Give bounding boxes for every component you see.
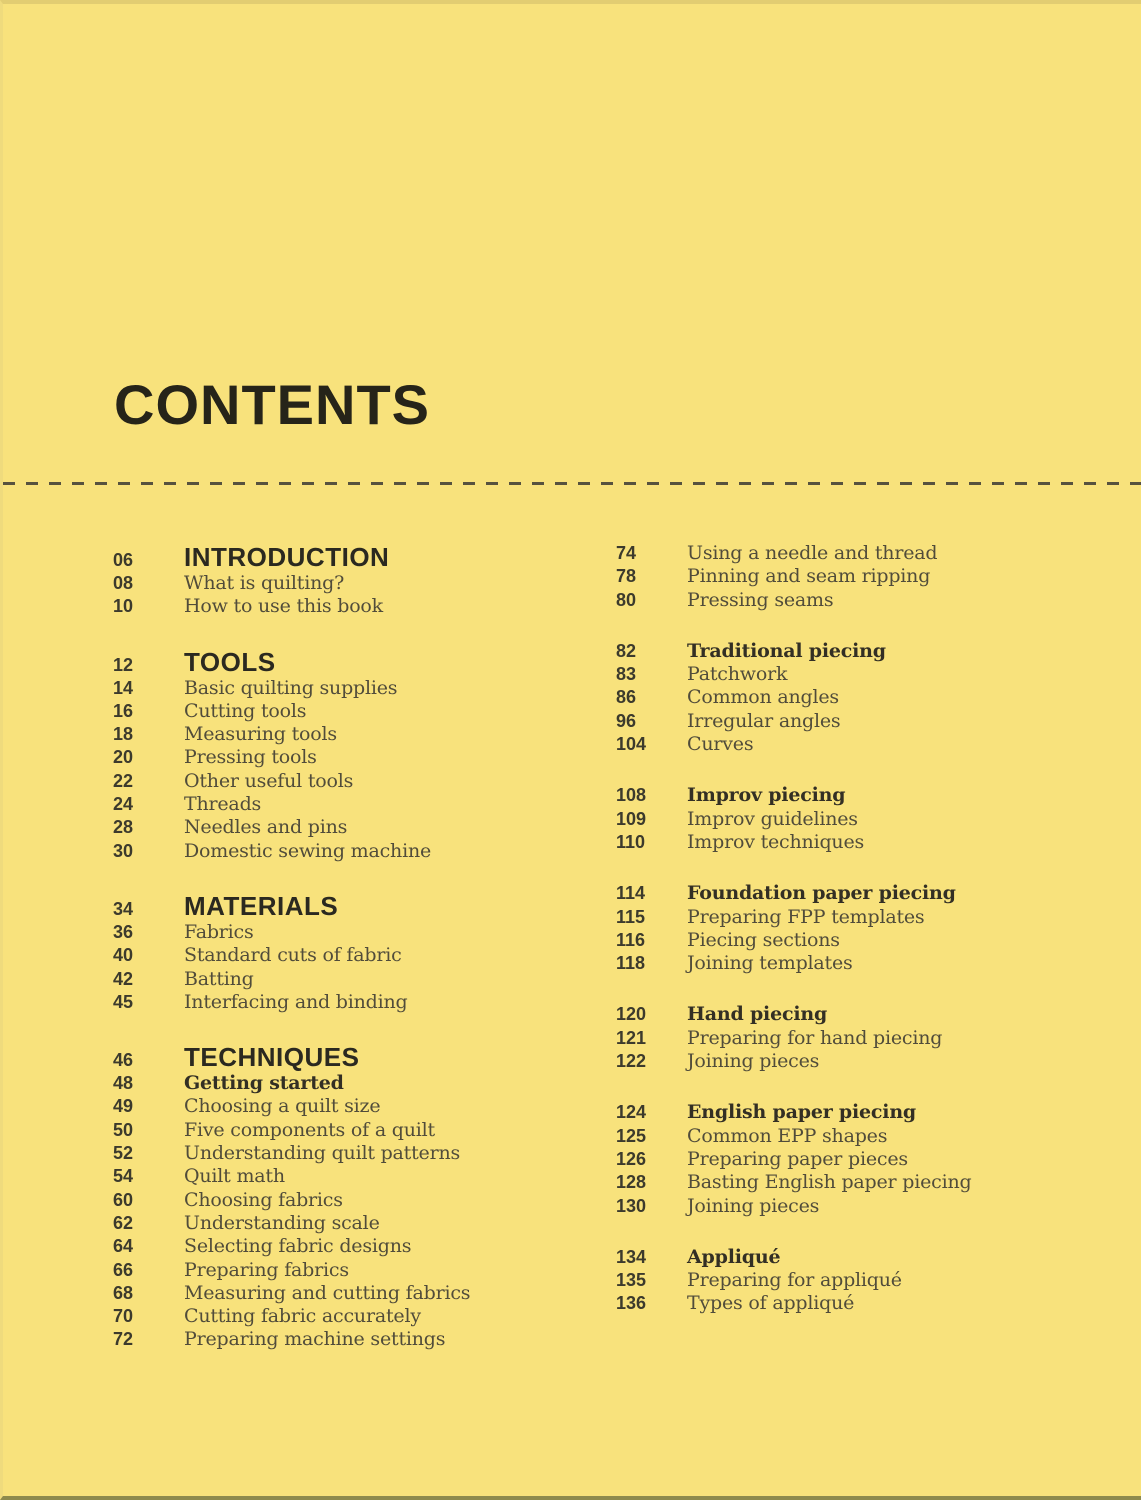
toc-entry-page-number: 64 xyxy=(113,1236,134,1257)
toc-entry xyxy=(616,542,1116,565)
toc-entry-label: Pressing tools xyxy=(184,746,317,769)
toc-entry xyxy=(113,1282,583,1305)
toc-entry-page-number: 80 xyxy=(616,589,637,610)
toc-entry xyxy=(113,793,583,816)
toc-entry-page-number: 121 xyxy=(616,1027,647,1048)
toc-entry-label: Measuring tools xyxy=(184,723,337,746)
toc-entry xyxy=(113,1165,583,1188)
toc-entry-label: Preparing machine settings xyxy=(184,1328,446,1351)
toc-entry-page-number: 24 xyxy=(113,794,134,815)
toc-entry-page-number: 14 xyxy=(113,677,134,698)
toc-entry-page-number: 110 xyxy=(616,831,646,852)
toc-entry-label: Domestic sewing machine xyxy=(184,839,432,862)
toc-entry xyxy=(113,723,583,746)
toc-entry-label: Understanding scale xyxy=(184,1211,380,1234)
toc-entry-label: Five components of a quilt xyxy=(184,1118,435,1141)
toc-entry-page-number: 96 xyxy=(616,710,637,731)
toc-entry-label: Cutting fabric accurately xyxy=(184,1305,421,1328)
toc-entry-page-number: 49 xyxy=(113,1096,134,1117)
toc-entry-label: Appliqué xyxy=(687,1245,781,1268)
toc-entry xyxy=(113,1189,583,1212)
toc-entry-page-number: 120 xyxy=(616,1004,647,1025)
toc-entry-label: Measuring and cutting fabrics xyxy=(184,1281,471,1304)
toc-entry xyxy=(616,589,1116,612)
toc-entry xyxy=(113,1328,583,1351)
toc-entry xyxy=(113,1235,583,1258)
toc-subsection-header xyxy=(113,1072,583,1095)
toc-entry-label: Preparing fabrics xyxy=(184,1258,349,1281)
toc-entry xyxy=(113,991,583,1014)
toc-entry xyxy=(616,565,1116,588)
toc-entry-label: Basic quilting supplies xyxy=(184,676,398,699)
toc-entry-label: TECHNIQUES xyxy=(184,1042,360,1073)
toc-entry-page-number: 48 xyxy=(113,1073,134,1094)
toc-entry xyxy=(616,1195,1116,1218)
toc-subsection-header xyxy=(616,1246,1116,1269)
toc-subsection-header xyxy=(616,882,1116,905)
toc-entry xyxy=(113,700,583,723)
toc-entry xyxy=(616,906,1116,929)
toc-entry xyxy=(113,944,583,967)
toc-entry-page-number: 50 xyxy=(113,1119,134,1140)
toc-entry xyxy=(113,1119,583,1142)
toc-entry-page-number: 72 xyxy=(113,1329,134,1350)
toc-entry-page-number: 52 xyxy=(113,1143,134,1164)
toc-entry xyxy=(616,1292,1116,1315)
toc-entry xyxy=(616,686,1116,709)
toc-entry-page-number: 134 xyxy=(616,1246,647,1267)
toc-entry-label: Understanding quilt patterns xyxy=(184,1142,461,1165)
toc-entry-label: Joining templates xyxy=(687,952,853,975)
page-title: CONTENTS xyxy=(114,373,430,436)
toc-entry-page-number: 18 xyxy=(113,724,134,745)
toc-entry-page-number: 54 xyxy=(113,1166,134,1187)
toc-entry-label: Interfacing and binding xyxy=(184,990,408,1013)
toc-entry-page-number: 83 xyxy=(616,664,637,685)
toc-entry-page-number: 125 xyxy=(616,1125,647,1146)
toc-group xyxy=(113,1042,583,1352)
toc-entry-page-number: 128 xyxy=(616,1172,647,1193)
toc-entry-label: Joining pieces xyxy=(687,1194,820,1217)
toc-entry-label: Curves xyxy=(687,733,754,756)
toc-section-header xyxy=(113,1042,583,1072)
toc-entry xyxy=(616,1171,1116,1194)
toc-section-header xyxy=(113,542,583,572)
toc-entry-page-number: 115 xyxy=(616,906,646,927)
toc-entry-page-number: 66 xyxy=(113,1259,134,1280)
toc-entry xyxy=(616,1148,1116,1171)
toc-entry-label: Improv techniques xyxy=(687,830,865,853)
toc-entry-page-number: 20 xyxy=(113,747,134,768)
toc-entry-label: Choosing fabrics xyxy=(184,1188,343,1211)
toc-entry-page-number: 12 xyxy=(113,654,134,675)
toc-entry-page-number: 136 xyxy=(616,1293,647,1314)
toc-entry-label: Improv piecing xyxy=(687,784,846,807)
toc-entry-label: Traditional piecing xyxy=(687,639,886,662)
toc-entry xyxy=(113,1259,583,1282)
toc-entry-page-number: 109 xyxy=(616,808,647,829)
toc-entry-label: Improv guidelines xyxy=(687,807,858,830)
toc-entry xyxy=(616,1269,1116,1292)
toc-entry-page-number: 45 xyxy=(113,991,134,1012)
toc-entry xyxy=(113,921,583,944)
toc-entry-page-number: 86 xyxy=(616,687,637,708)
toc-entry-label: Preparing for appliqué xyxy=(687,1269,902,1292)
toc-entry-label: Joining pieces xyxy=(687,1050,820,1073)
toc-entry-page-number: 118 xyxy=(616,953,646,974)
toc-entry xyxy=(616,1125,1116,1148)
toc-entry-label: INTRODUCTION xyxy=(184,542,390,572)
toc-group xyxy=(616,1101,1116,1217)
toc-entry-page-number: 74 xyxy=(616,543,637,563)
toc-entry-label: Selecting fabric designs xyxy=(184,1235,412,1258)
toc-entry-label: MATERIALS xyxy=(184,890,339,921)
toc-entry-page-number: 16 xyxy=(113,700,134,721)
toc-entry-page-number: 78 xyxy=(616,566,637,587)
toc-entry xyxy=(113,746,583,769)
toc-entry-label: Standard cuts of fabric xyxy=(184,944,402,967)
toc-entry xyxy=(113,770,583,793)
toc-entry-label: Patchwork xyxy=(687,663,788,686)
toc-group xyxy=(113,891,583,1014)
toc-entry-label: Pinning and seam ripping xyxy=(687,565,931,588)
toc-entry xyxy=(113,1305,583,1328)
dashed-divider xyxy=(3,482,1141,485)
toc-entry-label: Fabrics xyxy=(184,920,254,943)
toc-subsection-header xyxy=(616,784,1116,807)
toc-entry-page-number: 68 xyxy=(113,1282,134,1303)
toc-group xyxy=(616,542,1116,612)
toc-entry xyxy=(616,808,1116,831)
toc-entry xyxy=(113,816,583,839)
toc-entry xyxy=(113,572,583,595)
toc-entry-label: Basting English paper piecing xyxy=(687,1171,972,1194)
toc-entry-label: What is quilting? xyxy=(184,572,345,594)
toc-entry-page-number: 135 xyxy=(616,1270,647,1291)
toc-group xyxy=(616,882,1116,975)
toc-column-left xyxy=(113,542,583,1352)
toc-entry-label: TOOLS xyxy=(184,646,276,677)
toc-entry-label: Cutting tools xyxy=(184,699,307,722)
toc-entry xyxy=(113,968,583,991)
toc-entry-page-number: 42 xyxy=(113,968,134,989)
toc-entry xyxy=(616,663,1116,686)
toc-entry-label: Other useful tools xyxy=(184,769,354,792)
toc-entry-label: Preparing FPP templates xyxy=(687,905,925,928)
toc-entry-label: Foundation paper piecing xyxy=(687,882,956,905)
toc-entry-label: Irregular angles xyxy=(687,709,841,732)
toc-entry-page-number: 130 xyxy=(616,1195,647,1216)
toc-entry-label: English paper piecing xyxy=(687,1101,917,1124)
toc-entry-page-number: 62 xyxy=(113,1212,134,1233)
toc-entry-page-number: 108 xyxy=(616,785,647,806)
toc-column-right xyxy=(616,542,1116,1316)
toc-group xyxy=(113,647,583,863)
toc-subsection-header xyxy=(616,1003,1116,1026)
toc-entry xyxy=(616,710,1116,733)
toc-entry-page-number: 08 xyxy=(113,573,134,593)
toc-group xyxy=(616,784,1116,854)
toc-entry-page-number: 124 xyxy=(616,1102,647,1123)
toc-entry-label: Threads xyxy=(184,793,262,816)
toc-section-header xyxy=(113,891,583,921)
toc-entry-label: Common angles xyxy=(687,686,839,709)
toc-entry-label: Types of appliqué xyxy=(687,1292,855,1315)
toc-entry-label: Quilt math xyxy=(184,1165,285,1188)
toc-entry-page-number: 70 xyxy=(113,1306,134,1327)
toc-subsection-header xyxy=(616,640,1116,663)
toc-group xyxy=(616,1246,1116,1316)
toc-subsection-header xyxy=(616,1101,1116,1124)
toc-entry-page-number: 126 xyxy=(616,1148,647,1169)
toc-section-header xyxy=(113,647,583,677)
toc-entry-page-number: 36 xyxy=(113,921,134,942)
toc-entry-page-number: 114 xyxy=(616,883,646,904)
toc-entry-page-number: 122 xyxy=(616,1051,647,1072)
toc-entry xyxy=(616,831,1116,854)
toc-entry xyxy=(113,1142,583,1165)
toc-entry-page-number: 30 xyxy=(113,840,134,861)
toc-entry xyxy=(616,952,1116,975)
toc-group xyxy=(616,1003,1116,1073)
toc-entry xyxy=(616,733,1116,756)
toc-entry xyxy=(113,677,583,700)
toc-entry-label: How to use this book xyxy=(184,595,383,618)
toc-entry-page-number: 34 xyxy=(113,898,134,919)
toc-entry-label: Needles and pins xyxy=(184,816,348,839)
toc-entry xyxy=(113,1095,583,1118)
toc-entry-page-number: 82 xyxy=(616,640,637,661)
toc-entry xyxy=(616,1027,1116,1050)
toc-entry xyxy=(113,1212,583,1235)
toc-entry-page-number: 28 xyxy=(113,817,134,838)
toc-entry-page-number: 60 xyxy=(113,1189,134,1210)
toc-entry-label: Getting started xyxy=(184,1072,344,1095)
toc-entry-page-number: 104 xyxy=(616,734,647,755)
toc-entry xyxy=(113,595,583,618)
toc-group xyxy=(113,542,583,619)
toc-entry xyxy=(616,1050,1116,1073)
toc-entry-label: Batting xyxy=(184,967,254,990)
toc-entry xyxy=(113,840,583,863)
toc-entry-page-number: 06 xyxy=(113,550,134,570)
toc-entry-page-number: 40 xyxy=(113,945,134,966)
toc-entry-page-number: 10 xyxy=(113,596,134,617)
toc-entry-page-number: 46 xyxy=(113,1050,134,1071)
toc-entry-page-number: 22 xyxy=(113,770,134,791)
toc-entry-label: Piecing sections xyxy=(687,928,840,951)
toc-entry-label: Choosing a quilt size xyxy=(184,1095,381,1118)
toc-entry-label: Preparing for hand piecing xyxy=(687,1026,943,1049)
toc-entry xyxy=(616,929,1116,952)
toc-entry-label: Common EPP shapes xyxy=(687,1124,888,1147)
toc-group xyxy=(616,640,1116,756)
toc-entry-label: Preparing paper pieces xyxy=(687,1147,908,1170)
toc-entry-page-number: 116 xyxy=(616,929,646,950)
toc-entry-label: Hand piecing xyxy=(687,1003,828,1026)
toc-entry-label: Pressing seams xyxy=(687,588,834,611)
toc-entry-label: Using a needle and thread xyxy=(687,542,938,564)
